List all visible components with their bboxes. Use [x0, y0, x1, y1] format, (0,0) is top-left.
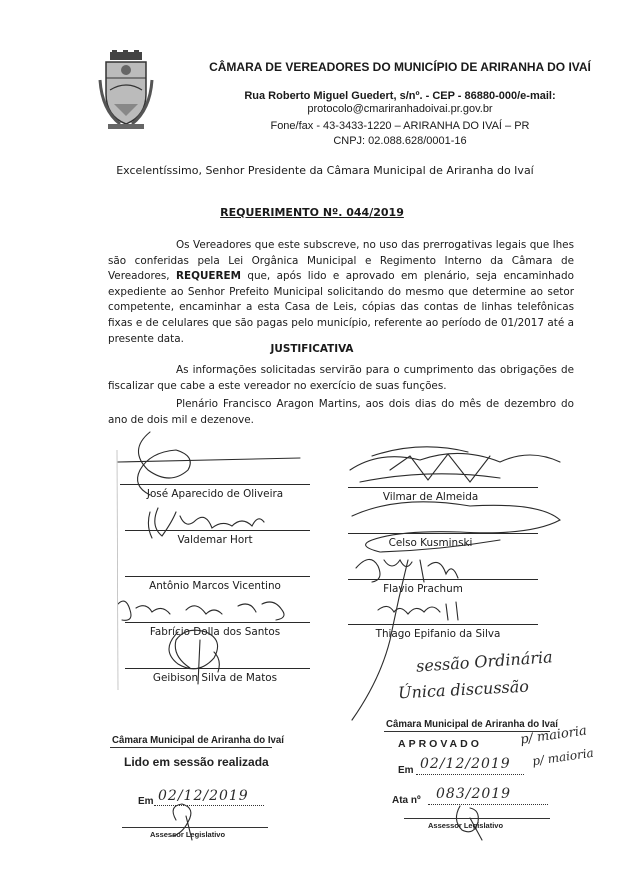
stamp-right-minutes: 083/2019: [436, 786, 512, 802]
stamp-right-title: Câmara Municipal de Ariranha do Ivaí: [386, 718, 558, 730]
closing-paragraph: Plenário Francisco Aragon Martins, aos dois dias do mês de dezembro do ano de dois mil e dezenove.: [108, 398, 574, 426]
stamp-right-role: Assessor Legislativo: [428, 821, 504, 830]
stamp-right-status: APROVADO: [398, 738, 482, 750]
email-line: protocolo@cmariranhadoivai.pr.gov.br: [307, 103, 493, 115]
signer-name: Fabrício Dolla dos Santos: [149, 626, 281, 638]
stamp-date-line: [416, 774, 524, 775]
handwritten-session-note: sessão Ordinária: [415, 647, 554, 676]
stamp-date-line: [154, 805, 264, 806]
signature-scribble: [118, 601, 284, 620]
greeting: Excelentíssimo, Senhor Presidente da Câmara Municipal de Ariranha do Ivaí: [116, 164, 534, 177]
stamp-signature-line: [122, 827, 268, 828]
phone-line: Fone/fax - 43-3433-1220 – ARIRANHA DO IVAÍ – PR: [270, 120, 530, 132]
stamp-left-text: Lido em sessão realizada: [124, 755, 269, 769]
stamp-left-date-label: Em: [138, 796, 154, 807]
signer-name: Flavio Prachum: [383, 583, 463, 595]
justification-title: JUSTIFICATIVA: [270, 343, 354, 355]
stamp-right-date: 02/12/2019: [420, 756, 511, 772]
stamp-left-title: Câmara Municipal de Ariranha do Ivaí: [112, 734, 284, 746]
signature-scribble: [138, 432, 191, 495]
signer-name: Geibison Silva de Matos: [152, 672, 278, 684]
signature-scribble: [352, 502, 560, 552]
handwritten-discussion-note: Única discussão: [397, 676, 530, 703]
stamp-divider: [110, 747, 272, 748]
signer-name: Thiago Epifanio da Silva: [375, 628, 501, 640]
signer-name: José Aparecido de Oliveira: [146, 488, 284, 500]
signer-name: Valdemar Hort: [177, 534, 253, 546]
request-keyword: REQUEREM: [176, 270, 241, 283]
cnpj-line: CNPJ: 02.088.628/0001-16: [333, 135, 467, 147]
chamber-title: CÂMARA DE VEREADORES DO MUNICÍPIO DE ARIRANHA DO IVAÍ: [209, 60, 591, 74]
stamp-right-date-label: Em: [398, 765, 414, 776]
stamp-right-date-note: p/ maioria: [531, 745, 595, 769]
stamp-right-status-note: p/ maioria: [519, 723, 588, 748]
signer-name: Antônio Marcos Vicentino: [149, 580, 281, 592]
request-text-a: Os Vereadores que este subscreve, no uso das prerrogativas legais que lhes são conferidas pela Lei Orgânica Municipal e Regimento Interno da Câmara de Vereadores,: [108, 239, 574, 283]
stamp-minutes-line: [428, 804, 548, 805]
signature-scribble: [350, 447, 560, 482]
signature-scribble: [118, 458, 300, 462]
signature-scribble: [169, 630, 219, 684]
request-number: REQUERIMENTO Nº. 044/2019: [220, 206, 404, 219]
stamp-left-role: Assessor Legislativo: [150, 830, 226, 839]
justification-paragraph: As informações solicitadas servirão para o cumprimento das obrigações de fiscalizar que cabe a este vereador no exercício de suas funções.: [108, 364, 574, 392]
address-line: Rua Roberto Miguel Guedert, s/nº. - CEP - 86880-000/e-mail:: [244, 90, 556, 102]
stamp-right-minutes-label: Ata nº: [392, 795, 421, 806]
signer-name: Vilmar de Almeida: [382, 491, 479, 503]
stamp-left-date: 02/12/2019: [158, 788, 249, 804]
signature-scribble: [148, 508, 264, 538]
signer-name: Celso Kusminski: [388, 537, 473, 549]
stamp-signature-line: [404, 818, 550, 819]
signature-scribble: [378, 602, 458, 620]
request-text-b: que, após lido e aprovado em plenário, seja encaminhado expediente ao Senhor Prefeito Municipal solicitando do mesmo que determine ao setor competente, encaminhar a esta Casa de Leis, cópias das contas de linhas telefônicas fixas e de celulares que são pagas pelo município, referente ao período de 01/2017 até a presente data.: [108, 270, 575, 345]
